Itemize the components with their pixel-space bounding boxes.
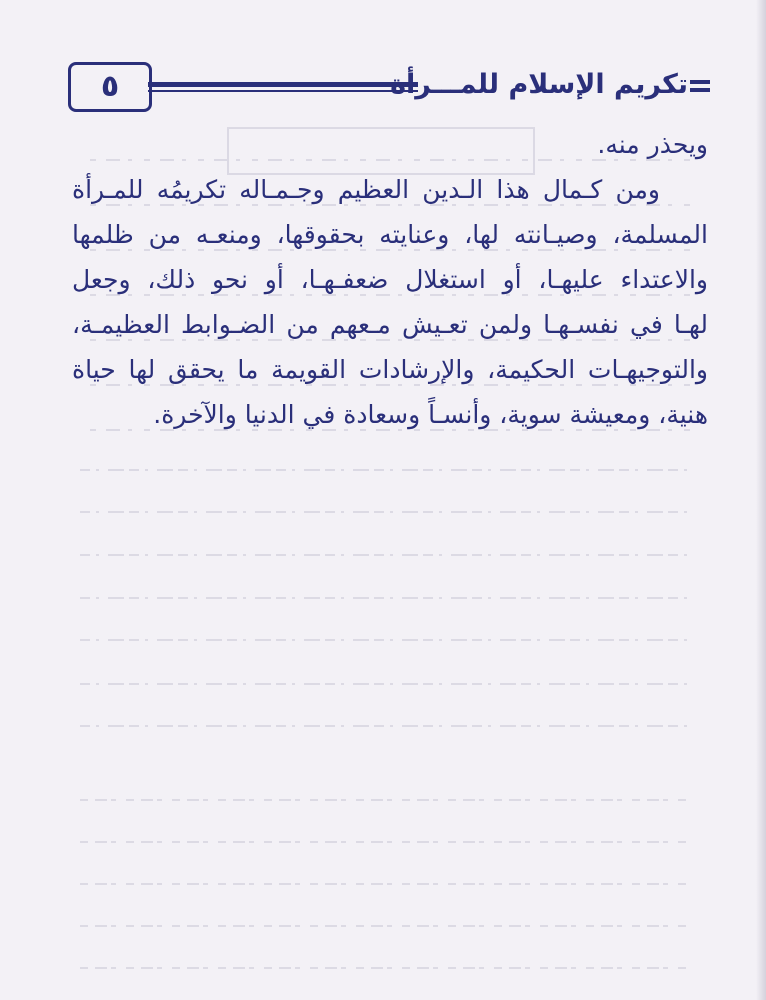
header-rule-thin [148, 90, 418, 92]
page-edge-shadow [756, 0, 766, 1000]
header-rule-short-lower [690, 88, 710, 92]
running-title: تكريم الإسلام للمـــرأة [390, 69, 688, 100]
page-header [68, 62, 710, 112]
page-number: ٥ [68, 62, 152, 112]
text-line: والتوجيهـات الحكيمة، والإرشادات القويمة ما يحقق لها حياة [72, 355, 708, 384]
header-rule-short [690, 80, 710, 84]
text-line: لهـا في نفسـهـا ولمن تعـيش مـعهم من الضـوابط العظيمـة، [72, 310, 708, 339]
text-line: ويحذر منه. [597, 130, 708, 159]
paragraph-last-line: هنية، ومعيشة سوية، وأنسـاً وسعادة في الدنيا والآخرة. [153, 400, 708, 429]
text-line: والاعتداء عليهـا، أو استغلال ضعفـهـا، أو نحو ذلك، وجعل [72, 265, 708, 294]
text-line: المسلمة، وصيـانته لها، وعنايته بحقوقها، ومنعـه من ظلمها [72, 220, 708, 249]
paragraph-first-line: ومن كـمال هذا الـدين العظيم وجـمـاله تكريمُه للمـرأة [72, 175, 660, 204]
header-rule [148, 82, 418, 87]
body-text [72, 122, 708, 437]
